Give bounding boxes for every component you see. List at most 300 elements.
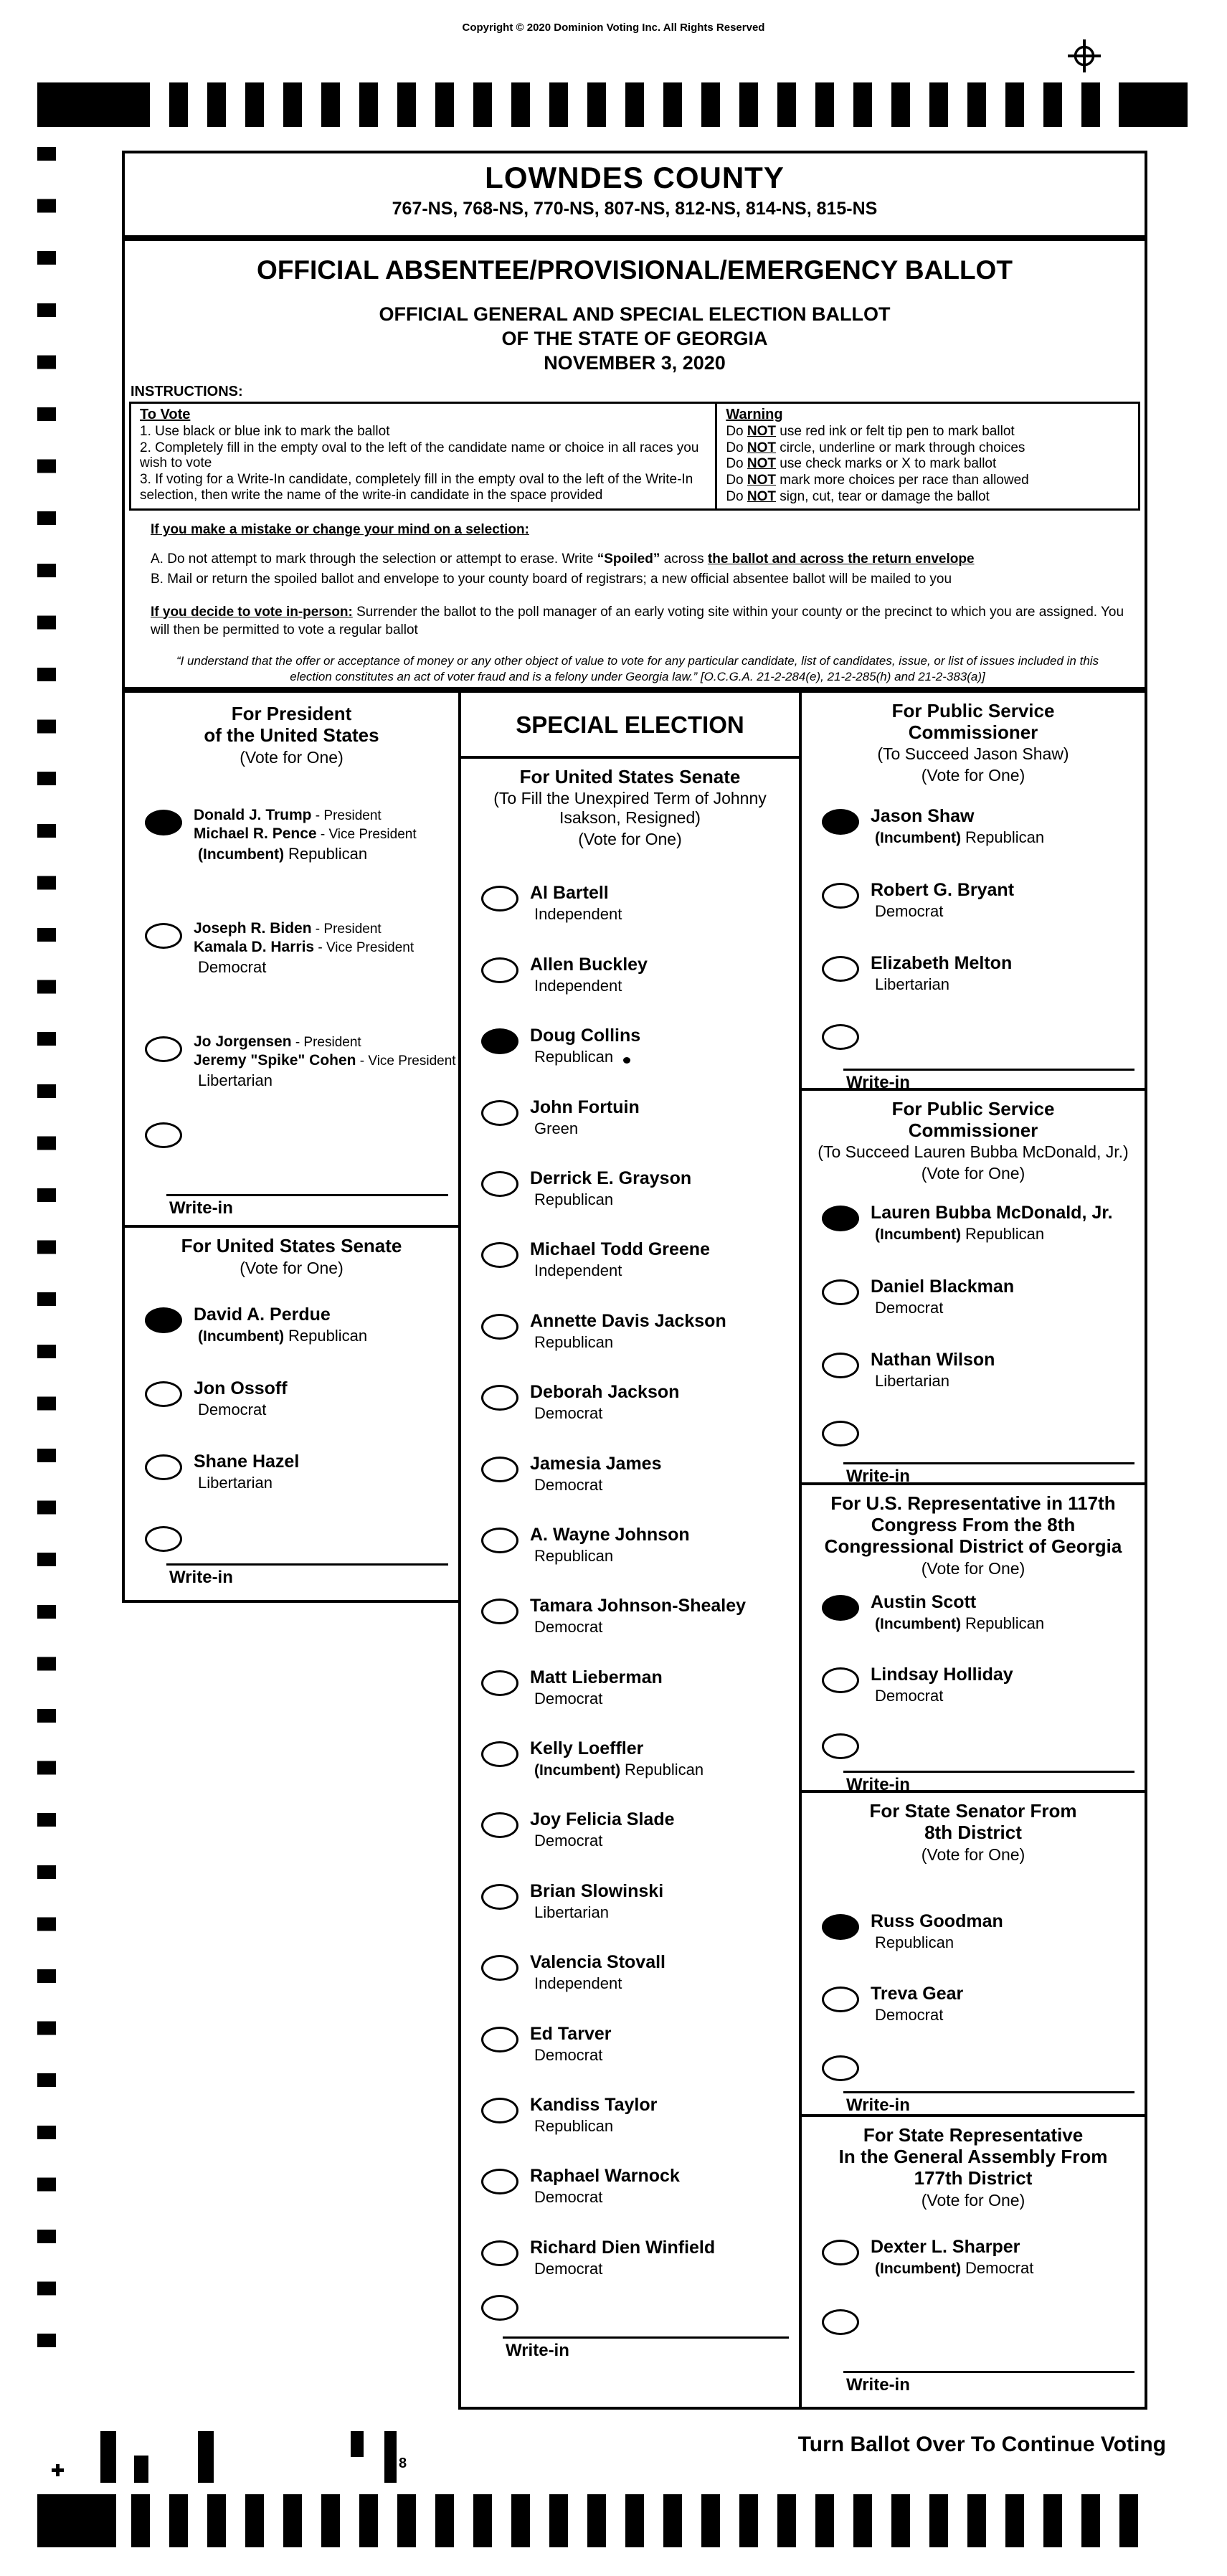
candidate-text (194, 1033, 454, 1090)
ballot-oval[interactable] (481, 1884, 518, 1910)
race-title (125, 1228, 458, 1256)
vote-for-instruction: (Vote for One) (921, 766, 1025, 785)
candidate-text (530, 2165, 680, 2207)
instructions-label: INSTRUCTIONS: (131, 384, 243, 400)
write-in-row (474, 2291, 792, 2361)
candidate-text (530, 2237, 715, 2278)
candidate-name: Tamara Johnson-Shealey (530, 1596, 747, 1616)
ballot-subtitle: OFFICIAL GENERAL AND SPECIAL ELECTION BALLOT (379, 303, 891, 325)
write-in-row (815, 1730, 1137, 1793)
options-list (125, 1304, 458, 1492)
candidate-party: (Incumbent) Republican (875, 1614, 1045, 1633)
candidate-party: Green (534, 1119, 579, 1137)
ballot-oval[interactable] (481, 1385, 518, 1411)
write-in-row (815, 1417, 1137, 1485)
ballot-oval-filled[interactable] (822, 1206, 859, 1231)
timing-strip-top (131, 82, 1119, 127)
candidate-party: Democrat (534, 1475, 603, 1494)
barcode-mark (100, 2431, 116, 2483)
warning-cell (715, 404, 1138, 508)
candidate-name: Kandiss Taylor (530, 2095, 658, 2116)
not-emphasis: NOT (747, 456, 776, 472)
candidate-option (474, 1097, 795, 1138)
candidate-option (815, 1276, 1140, 1317)
candidate-option (815, 1202, 1140, 1244)
candidate-name: Deborah Jackson (530, 1382, 680, 1403)
mistake-line-b: B. Mail or return the spoiled ballot and envelope to your county board of registrars; a new official absentee ballot will be mailed to you (151, 572, 952, 587)
write-in-row (138, 1119, 451, 1218)
candidate-name: Kelly Loeffler (530, 1738, 644, 1759)
candidate-option (474, 1168, 795, 1209)
candidate-option (138, 1304, 454, 1345)
candidate-name: Doug Collins (530, 1026, 641, 1046)
races-area (122, 690, 1147, 2410)
candidate-name: Lindsay Holliday (871, 1664, 1013, 1685)
ballot-header-box (122, 238, 1147, 690)
race-subtitle-line: (To Succeed Jason Shaw) (877, 744, 1069, 764)
candidate-option (815, 1664, 1140, 1705)
in-person-instructions: If you decide to vote in-person: Surrender the ballot to the poll manager of an early voting site within your county or the precinct to which you are assigned. You will then be permitted to vote a regular ballot (151, 604, 1124, 638)
ballot-oval[interactable] (822, 1279, 859, 1305)
candidate-party: Democrat (534, 2259, 603, 2278)
timing-mark-column (37, 147, 56, 2349)
not-emphasis: NOT (747, 473, 776, 488)
ballot-oval[interactable] (481, 1171, 518, 1197)
candidate-party: Republican (534, 1546, 614, 1565)
candidate-text (530, 1951, 665, 1993)
race-title-line: Commissioner (908, 1119, 1038, 1142)
write-in-option (815, 1021, 1133, 1050)
ballot-oval[interactable] (481, 1242, 518, 1268)
vote-for-instruction: (Vote for One) (921, 1164, 1025, 1183)
ballot-oval[interactable] (822, 956, 859, 982)
candidate-name: Brian Slowinski (530, 1880, 664, 1901)
candidate-party: Republican (534, 1332, 614, 1351)
candidate-party: Democrat (875, 2005, 944, 2024)
candidate-party: Republican (534, 1190, 614, 1208)
ballot-oval[interactable] (145, 923, 182, 949)
race-title-line: For United States Senate (519, 766, 741, 787)
candidate-text (530, 1381, 679, 1423)
vote-for-instruction: (Vote for One) (921, 1845, 1025, 1865)
warning-item: Do NOT use check marks or X to mark ballot (726, 456, 997, 472)
candidate-name: Dexter L. Sharper (871, 2237, 1020, 2258)
candidate-option (138, 1033, 454, 1090)
candidate-name: Jason Shaw (871, 806, 975, 827)
timing-mark-block (37, 2494, 116, 2547)
candidate-party: Democrat (534, 2045, 603, 2064)
candidate-text (530, 1025, 640, 1066)
ballot-oval[interactable] (822, 883, 859, 909)
write-in-row (815, 1021, 1137, 1091)
write-in-option (815, 2052, 1133, 2081)
write-in-line[interactable] (843, 2091, 1134, 2093)
candidate-text (871, 1910, 1003, 1952)
warning-item: Do NOT use red ink or felt tip pen to mark ballot (726, 424, 1015, 440)
race-state-senator-8th (802, 1793, 1145, 2117)
candidate-name: Russ Goodman (871, 1911, 1003, 1932)
county-header-box (122, 151, 1147, 238)
barcode-mark (384, 2431, 397, 2483)
sequence-digit: 8 (399, 2456, 407, 2471)
candidate-name: Derrick E. Grayson (530, 1168, 692, 1188)
ballot-oval[interactable] (481, 2240, 518, 2266)
candidate-text (530, 1239, 710, 1280)
ballot-oval[interactable] (481, 1670, 518, 1696)
candidate-name: Al Bartell (530, 883, 609, 904)
race-title (802, 1793, 1145, 1843)
candidate-option (815, 879, 1140, 921)
candidate-option (474, 2165, 795, 2207)
candidate-text (194, 806, 417, 863)
ballot-oval[interactable] (145, 1454, 182, 1480)
write-in-row (138, 1523, 451, 1588)
special-election-header: SPECIAL ELECTION (461, 693, 799, 759)
candidate-name: A. Wayne Johnson (530, 1524, 690, 1545)
candidate-text (871, 952, 1012, 994)
race-title-line: Congressional District of Georgia (824, 1535, 1122, 1558)
copyright-text: Copyright © 2020 Dominion Voting Inc. All Rights Reserved (462, 22, 765, 34)
candidate-option (815, 805, 1140, 847)
race-title (802, 693, 1145, 743)
candidate-party: Democrat (875, 901, 944, 920)
warning-list (726, 424, 1129, 504)
ballot-oval[interactable] (481, 886, 518, 911)
write-in-option (815, 1730, 1133, 1759)
ballot-oval[interactable] (822, 1987, 859, 2012)
write-in-line[interactable] (843, 1771, 1134, 1773)
warning-item: Do NOT sign, cut, tear or damage the ballot (726, 488, 990, 504)
ballot-oval[interactable] (481, 1741, 518, 1767)
candidate-name: Daniel Blackman (871, 1276, 1015, 1297)
candidate-option (138, 1451, 454, 1492)
candidate-name: Elizabeth Melton (871, 953, 1013, 974)
candidate-party: (Incumbent) Democrat (875, 2259, 1034, 2278)
write-in-line[interactable] (843, 2371, 1134, 2373)
ballot-oval[interactable] (481, 1314, 518, 1340)
candidate-text (530, 1738, 703, 1779)
candidate-name: Valencia Stovall (530, 1952, 665, 1973)
candidate-text (194, 919, 414, 977)
ballot-oval[interactable] (481, 1955, 518, 1981)
mistake-instructions (125, 511, 1145, 685)
candidate-party: (Incumbent) Republican (198, 1327, 368, 1345)
candidate-text (530, 2094, 657, 2136)
candidate-party: Democrat (534, 2188, 603, 2207)
candidate-option (474, 1809, 795, 1850)
candidate-text (530, 2023, 611, 2065)
write-in-option (474, 2291, 787, 2321)
race-subtitle (802, 744, 1145, 764)
ballot-oval-filled[interactable] (822, 1595, 859, 1621)
race-president (125, 693, 458, 1228)
ballot-oval[interactable] (481, 2098, 518, 2123)
candidate-text (871, 1202, 1113, 1244)
candidate-text (871, 1664, 1013, 1705)
vote-for-instruction: (Vote for One) (578, 830, 682, 849)
candidate-name: Shane Hazel (194, 1451, 300, 1472)
candidate-option (815, 2236, 1140, 2278)
candidate-option (474, 2023, 795, 2065)
options-list (461, 882, 799, 2278)
ballot-oval[interactable] (822, 1733, 859, 1759)
candidate-text (194, 1451, 299, 1492)
candidate-name: Jon Ossoff (194, 1378, 288, 1398)
candidate-text (530, 1310, 726, 1352)
candidate-option (474, 1667, 795, 1708)
candidate-text (530, 1880, 663, 1922)
candidate-party: Libertarian (534, 1903, 609, 1921)
ballot-oval-filled[interactable] (145, 1307, 182, 1333)
candidate-text (530, 1595, 746, 1637)
write-in-row (815, 2306, 1137, 2395)
write-in-option (815, 2306, 1133, 2335)
candidate-name: Annette Davis Jackson (530, 1310, 726, 1331)
candidate-name: Joy Felicia Slade (530, 1809, 675, 1830)
candidate-text (530, 954, 648, 995)
race-title (802, 1485, 1145, 1557)
to-vote-list (140, 424, 706, 503)
candidate-text (871, 1349, 995, 1391)
candidate-party: Democrat (875, 1686, 944, 1705)
ballot-oval[interactable] (481, 1457, 518, 1482)
column-right (799, 690, 1147, 2410)
candidate-party: Libertarian (198, 1071, 273, 1089)
candidate-name: Jeremy "Spike" Cohen - Vice President (194, 1052, 456, 1069)
race-title (802, 2117, 1145, 2189)
race-us-senate-special (461, 759, 799, 2361)
column-middle (458, 690, 802, 2410)
race-subtitle (461, 789, 799, 828)
candidate-name: John Fortuin (530, 1097, 640, 1117)
candidate-name: Donald J. Trump - President (194, 807, 382, 824)
candidate-name: Richard Dien Winfield (530, 2237, 716, 2258)
write-in-label: Write-in (169, 1198, 233, 1218)
candidate-text (194, 1378, 288, 1419)
candidate-option (474, 1025, 795, 1066)
fraud-oath: “I understand that the offer or acceptance of money or any other object of value to vote for any particular candidate, list of candidates, issue, or list of issues included in this election constitutes an act of voter fraud and is a felony under Georgia law.” [O.C.G.A. 21-2-284(e), 21-2-285(h) and 21-2-383(a)] (176, 653, 1099, 683)
write-in-label: Write-in (169, 1568, 233, 1588)
candidate-party: Democrat (534, 1689, 603, 1708)
ink-artifact-dot (623, 1057, 630, 1064)
candidate-name: Michael R. Pence - Vice President (194, 825, 417, 843)
candidate-name: Treva Gear (871, 1983, 964, 2004)
candidate-text (530, 1168, 691, 1209)
candidate-option (815, 1591, 1140, 1633)
ballot-oval[interactable] (822, 1667, 859, 1693)
candidate-name: Ed Tarver (530, 2023, 612, 2044)
mistake-line-a: A. Do not attempt to mark through the selection or attempt to erase. Write “Spoiled” across the ballot and across the return envelope (151, 551, 975, 567)
race-subtitle (802, 1142, 1145, 1162)
candidate-option (474, 1951, 795, 1993)
candidate-text (871, 1276, 1014, 1317)
candidate-option (474, 1595, 795, 1637)
write-in-line[interactable] (843, 1462, 1134, 1464)
race-title-line: For U.S. Representative in 117th (830, 1492, 1116, 1514)
candidate-option (815, 1983, 1140, 2025)
ballot-oval[interactable] (145, 1381, 182, 1407)
write-in-option (815, 1417, 1133, 1446)
ballot-oval-filled[interactable] (822, 809, 859, 835)
write-in-label: Write-in (846, 1466, 910, 1485)
candidate-name: Nathan Wilson (871, 1350, 995, 1370)
not-emphasis: NOT (747, 488, 776, 504)
column-left (122, 690, 461, 1603)
candidate-text (871, 1983, 963, 2025)
election-date: NOVEMBER 3, 2020 (544, 351, 726, 374)
options-list (802, 1202, 1145, 1391)
candidate-name: Jo Jorgensen - President (194, 1033, 361, 1051)
candidate-text (530, 1667, 663, 1708)
vote-for-instruction: (Vote for One) (240, 1259, 344, 1278)
candidate-party: Republican (875, 1933, 954, 1952)
race-title-line: of the United States (204, 724, 379, 747)
options-list (802, 2236, 1145, 2278)
race-title-line: 177th District (914, 2167, 1033, 2189)
instruction-item: 3. If voting for a Write-In candidate, completely fill in the empty oval to the left of the Write-In selection, then write the name of the write-in candidate in the space provided (140, 472, 693, 503)
candidate-party: Libertarian (875, 975, 949, 994)
ballot-oval[interactable] (822, 2055, 859, 2081)
write-in-row (815, 2052, 1137, 2116)
instruction-item: 1. Use black or blue ink to mark the ballot (140, 424, 390, 440)
timing-strip-bottom (131, 2494, 1150, 2547)
write-in-label: Write-in (846, 1775, 910, 1793)
candidate-option (474, 1453, 795, 1495)
candidate-party: (Incumbent) Republican (534, 1761, 704, 1779)
candidate-name: Michael Todd Greene (530, 1239, 710, 1260)
write-in-label: Write-in (846, 2096, 910, 2116)
candidate-party: Democrat (198, 1400, 267, 1419)
ballot-oval[interactable] (822, 2240, 859, 2265)
ballot-oval[interactable] (481, 957, 518, 983)
candidate-option (474, 1239, 795, 1280)
warning-item: Do NOT circle, underline or mark through choices (726, 440, 1025, 455)
candidate-text (530, 1524, 690, 1566)
candidate-party: Democrat (875, 1298, 944, 1317)
race-us-rep-8th (802, 1485, 1145, 1793)
write-in-option (138, 1119, 447, 1148)
race-title (125, 693, 458, 746)
ballot-oval[interactable] (481, 2295, 518, 2321)
barcode-mark (351, 2431, 364, 2457)
ballot-oval[interactable] (481, 1528, 518, 1553)
candidate-text (871, 879, 1014, 921)
candidate-name: David A. Perdue (194, 1304, 331, 1325)
candidate-text (871, 2236, 1033, 2278)
candidate-text (530, 1453, 661, 1495)
candidate-party: (Incumbent) Republican (875, 828, 1045, 847)
candidate-name: Lauren Bubba McDonald, Jr. (871, 1203, 1113, 1223)
write-in-label: Write-in (846, 2374, 910, 2395)
candidate-party: Republican (534, 2117, 614, 2136)
candidate-option (138, 1378, 454, 1419)
candidate-text (530, 1809, 675, 1850)
vote-for-instruction: (Vote for One) (240, 748, 344, 767)
candidate-option (138, 919, 454, 977)
candidate-option (474, 954, 795, 995)
candidate-party: Republican (530, 1048, 640, 1066)
race-psc-shaw (802, 693, 1145, 1091)
ballot-oval[interactable] (481, 1812, 518, 1838)
candidate-name: Raphael Warnock (530, 2166, 680, 2187)
barcode-mark (198, 2431, 214, 2483)
candidate-party: Democrat (534, 1832, 603, 1850)
ballot-oval[interactable] (481, 1599, 518, 1624)
turn-ballot-over-notice: Turn Ballot Over To Continue Voting (797, 2433, 1166, 2456)
candidate-party: Libertarian (198, 1473, 273, 1492)
candidate-option (474, 1738, 795, 1779)
candidate-text (194, 1304, 367, 1345)
ballot-oval[interactable] (822, 1024, 859, 1050)
ballot-oval[interactable] (481, 2169, 518, 2194)
ballot-oval[interactable] (822, 1421, 859, 1446)
ballot-oval-filled[interactable] (481, 1028, 518, 1054)
ballot-oval[interactable] (145, 1036, 182, 1062)
candidate-text (871, 1591, 1044, 1633)
ballot-oval[interactable] (481, 2027, 518, 2052)
write-in-line[interactable] (843, 1069, 1134, 1071)
race-psc-mcdonald (802, 1091, 1145, 1485)
race-state-rep-177th (802, 2117, 1145, 2407)
registration-target-icon (1066, 37, 1103, 75)
to-vote-cell (131, 404, 715, 508)
write-in-label: Write-in (506, 2341, 569, 2361)
candidate-text (530, 1097, 640, 1138)
candidate-name: Allen Buckley (530, 954, 648, 975)
write-in-line[interactable] (166, 1194, 448, 1196)
candidate-text (871, 805, 1044, 847)
ballot-oval[interactable] (145, 1526, 182, 1552)
candidate-option (815, 1910, 1140, 1952)
ballot-oval[interactable] (822, 1353, 859, 1378)
race-title-line: 8th District (924, 1822, 1022, 1844)
race-title-line: Commissioner (908, 721, 1038, 744)
ballot-oval[interactable] (145, 1122, 182, 1148)
options-list (802, 1591, 1145, 1705)
candidate-option (474, 882, 795, 924)
race-title-line: For State Representative (863, 2124, 1084, 2146)
candidate-party: Libertarian (875, 1372, 949, 1391)
write-in-label: Write-in (846, 1072, 910, 1091)
candidate-party: Democrat (534, 1404, 603, 1423)
race-title-line: For State Senator From (869, 1800, 1077, 1822)
ballot-oval[interactable] (822, 2309, 859, 2335)
race-subtitle-line: (To Fill the Unexpired Term of Johnny (493, 789, 767, 808)
ballot-oval-filled[interactable] (822, 1914, 859, 1940)
county-name: LOWNDES COUNTY (485, 161, 785, 194)
candidate-name: Austin Scott (871, 1592, 977, 1613)
vote-for-instruction: (Vote for One) (921, 2191, 1025, 2210)
write-in-line[interactable] (503, 2336, 789, 2339)
candidate-option (815, 1349, 1140, 1391)
candidate-party: Independent (534, 976, 622, 995)
not-emphasis: NOT (747, 424, 776, 440)
race-title-line: Congress From the 8th (871, 1514, 1076, 1536)
candidate-option (815, 952, 1140, 994)
warning-title: Warning (726, 407, 783, 423)
candidate-party: Independent (534, 1261, 622, 1280)
race-title (461, 759, 799, 787)
write-in-line[interactable] (166, 1563, 448, 1566)
candidate-party: Independent (534, 905, 622, 924)
options-list (802, 805, 1145, 994)
candidate-party: (Incumbent) Republican (875, 1225, 1045, 1244)
ballot-oval-filled[interactable] (145, 810, 182, 835)
ballot-oval[interactable] (481, 1100, 518, 1126)
race-subtitle-line: (To Succeed Lauren Bubba McDonald, Jr.) (818, 1142, 1129, 1162)
ballot-subtitle: OF THE STATE OF GEORGIA (501, 327, 768, 349)
candidate-name: Robert G. Bryant (871, 879, 1015, 900)
